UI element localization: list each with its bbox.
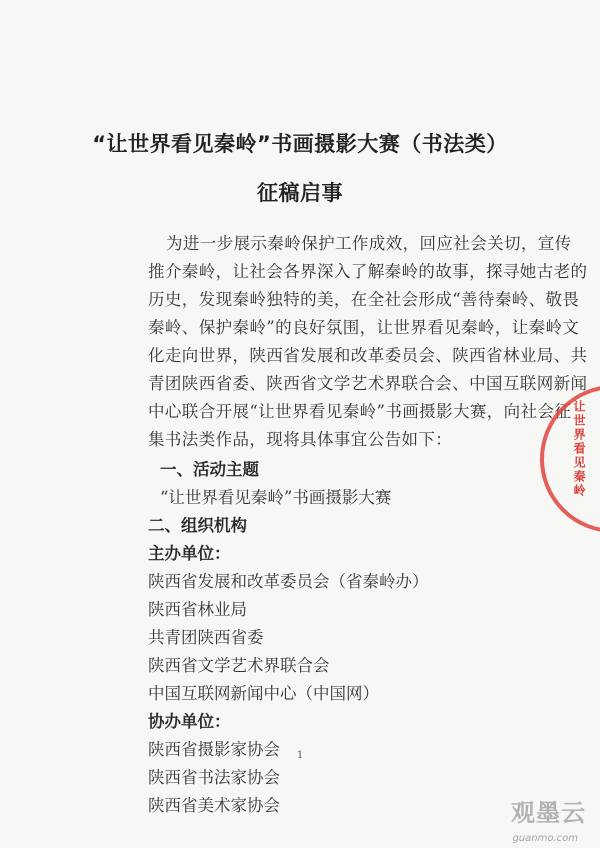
watermark-url: guanmo.com [512, 833, 578, 844]
page-number: 1 [296, 750, 304, 761]
intro-line: 为进一步展示秦岭保护工作成效，回应社会关切，宣传 [166, 234, 572, 253]
intro-line: 中心联合开展“让世界看见秦岭”书画摄影大赛，向社会征 [148, 402, 572, 421]
co-heading: 协办单位： [148, 712, 231, 731]
intro-line: 秦岭、保护秦岭”的良好氛围，让世界看见秦岭，让秦岭文 [148, 318, 580, 337]
section1-heading: 一、活动主题 [160, 460, 259, 479]
intro-line: 化走向世界，陕西省发展和改革委员会、陕西省林业局、共 [148, 346, 588, 365]
host-unit: 中国互联网新闻中心（中国网） [148, 684, 379, 703]
intro-line: 青团陕西省委、陕西省文学艺术界联合会、中国互联网新闻 [148, 374, 588, 393]
watermark-logo: 观墨云 [511, 799, 586, 827]
seal-text: 让世界看见秦岭 [572, 400, 586, 498]
section2-heading: 二、组织机构 [148, 516, 247, 535]
host-heading: 主办单位： [148, 544, 231, 563]
co-unit: 陕西省书法家协会 [148, 768, 280, 787]
intro-line: 历史，发现秦岭独特的美，在全社会形成“善待秦岭、敬畏 [148, 290, 580, 309]
host-unit: 陕西省林业局 [148, 600, 247, 619]
host-unit: 共青团陕西省委 [148, 628, 264, 647]
intro-line: 推介秦岭，让社会各界深入了解秦岭的故事，探寻她古老的 [148, 262, 588, 281]
document-title: “让世界看见秦岭”书画摄影大赛（书法类） [92, 132, 508, 156]
document-subtitle: 征稿启事 [257, 181, 343, 205]
intro-line: 集书法类作品，现将具体事宜公告如下： [148, 430, 453, 449]
host-unit: 陕西省发展和改革委员会（省秦岭办） [148, 572, 429, 591]
co-unit: 陕西省美术家协会 [148, 796, 280, 815]
section1-text: “让世界看见秦岭”书画摄影大赛 [160, 488, 392, 507]
co-unit: 陕西省摄影家协会 [148, 740, 280, 759]
host-unit: 陕西省文学艺术界联合会 [148, 656, 330, 675]
